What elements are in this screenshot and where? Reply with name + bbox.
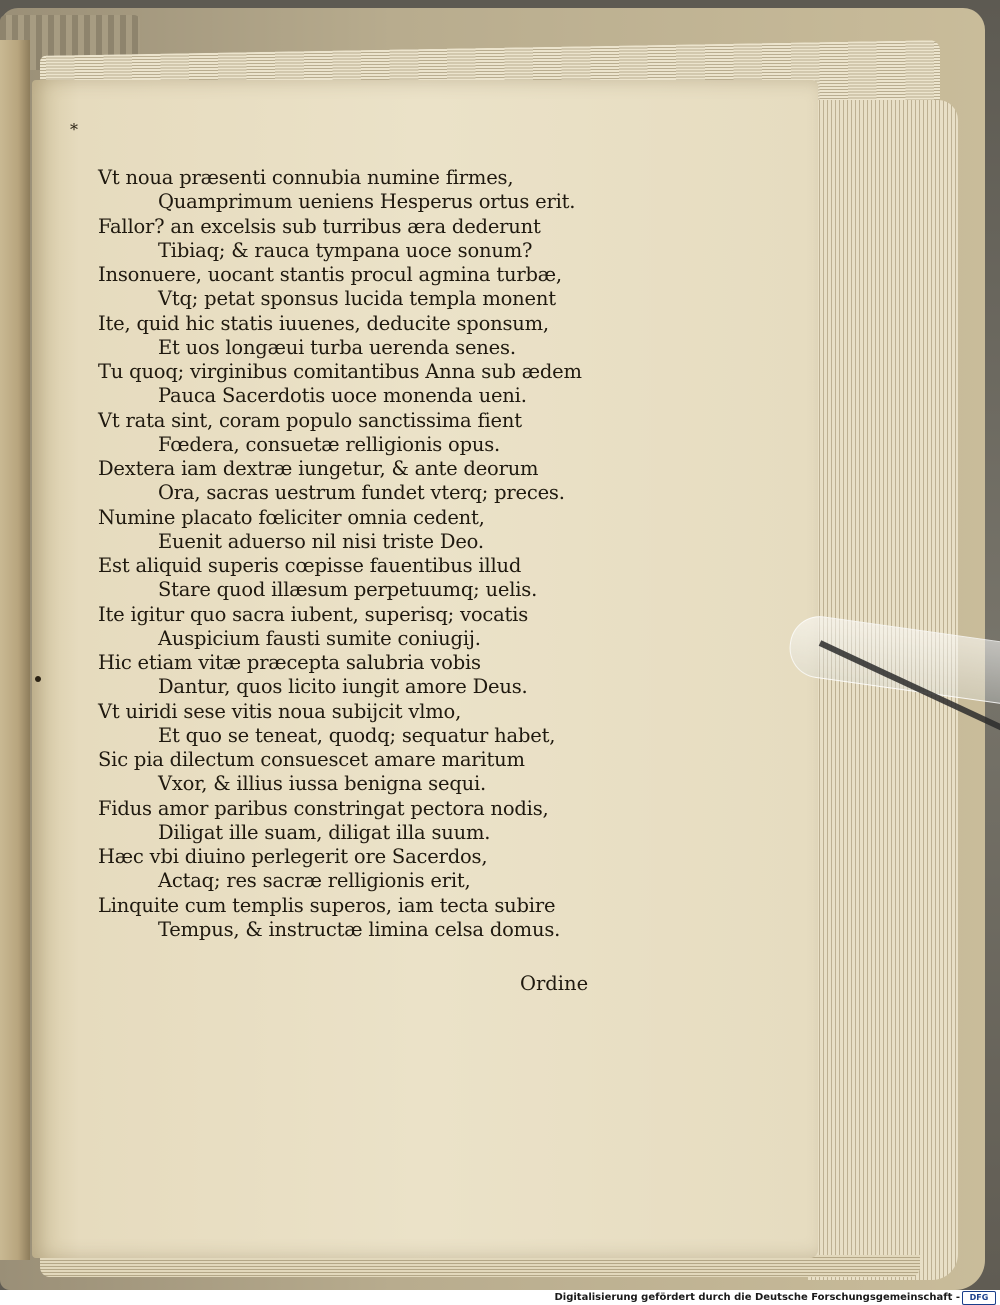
folio-mark: * [70, 120, 78, 139]
poem-line: Dantur, quos licito iungit amore Deus. [158, 675, 528, 699]
catchword: Ordine [520, 972, 589, 995]
page-block-bottom-edge [40, 1255, 920, 1277]
poem-line: Vxor, & illius iussa benigna sequi. [158, 772, 487, 796]
poem-line: Ite, quid hic statis iuuenes, deducite sponsum, [98, 311, 549, 335]
poem-line: Est aliquid superis cœpisse fauentibus illud [98, 554, 522, 577]
poem-line: Hæc vbi diuino perlegerit ore Sacerdos, [98, 845, 488, 868]
poem-line: Vtq; petat sponsus lucida templa monent [158, 287, 556, 311]
poem-line: Auspicium fausti sumite coniugij. [158, 626, 481, 650]
poem-line: Diligat ille suam, diligat illa suum. [158, 820, 491, 844]
poem-line: Dextera iam dextræ iungetur, & ante deorum [98, 457, 539, 480]
poem-line: Ora, sacras uestrum fundet vterq; preces. [158, 481, 565, 505]
poem-line: Tu quoq; virginibus comitantibus Anna sub ædem [98, 360, 582, 383]
dfg-logo: DFG [962, 1291, 996, 1305]
poem-line: Insonuere, uocant stantis procul agmina turbæ, [98, 263, 562, 286]
poem-line: Ite igitur quo sacra iubent, superisq; vocatis [98, 602, 529, 626]
poem-line: Tibiaq; & rauca tympana uoce sonum? [158, 238, 533, 262]
poem-line: Vt rata sint, coram populo sanctissima fient [98, 408, 522, 432]
poem-line: Quamprimum ueniens Hesperus ortus erit. [158, 190, 576, 214]
poem-line: Euenit aduerso nil nisi triste Deo. [158, 529, 484, 553]
poem-line: Fidus amor paribus constringat pectora nodis, [98, 796, 549, 820]
poem-line: Pauca Sacerdotis uoce monenda ueni. [158, 384, 527, 408]
poem-line: Vt noua præsenti connubia numine firmes, [98, 166, 514, 189]
poem-line: Et quo se teneat, quodq; sequatur habet, [158, 723, 556, 747]
poem-line: Hic etiam vitæ præcepta salubria vobis [98, 651, 481, 674]
margin-dot [35, 676, 41, 682]
poem-line: Et uos longæui turba uerenda senes. [158, 335, 516, 359]
poem-line: Linquite cum templis superos, iam tecta subire [98, 893, 556, 917]
facing-page-edge [0, 40, 30, 1260]
footer-credit: Digitalisierung gefördert durch die Deutsche Forschungsgemeinschaft - [554, 1292, 960, 1303]
poem-text-block [98, 166, 633, 942]
poem-line: Numine placato fœliciter omnia cedent, [98, 505, 485, 529]
poem-line: Stare quod illæsum perpetuumq; uelis. [158, 578, 538, 602]
poem-line: Actaq; res sacræ relligionis erit, [158, 869, 471, 893]
poem-line: Fallor? an excelsis sub turribus æra dederunt [98, 214, 541, 238]
poem-line: Tempus, & instructæ limina celsa domus. [158, 917, 561, 941]
poem-line: Vt uiridi sese vitis noua subijcit vlmo, [98, 699, 462, 723]
poem-line: Sic pia dilectum consuescet amare maritum [98, 748, 525, 771]
poem-line: Fœdera, consuetæ relligionis opus. [158, 432, 501, 456]
